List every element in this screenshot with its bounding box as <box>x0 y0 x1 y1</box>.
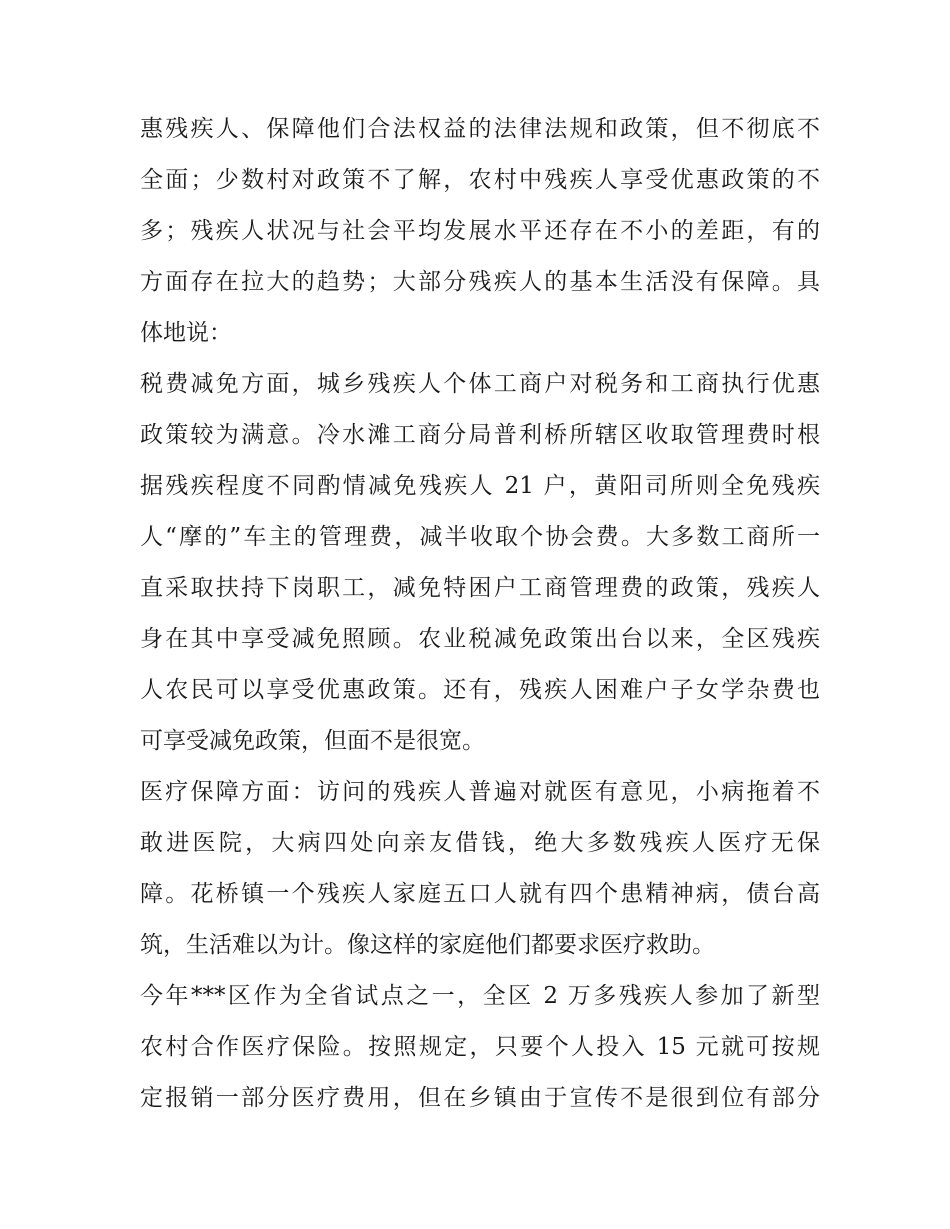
text-line: 医疗保障方面：访问的残疾人普遍对就医有意见，小病拖着不 <box>140 779 820 805</box>
text-line: 今年***区作为全省试点之一，全区 2 万多残疾人参加了新型 <box>140 983 820 1009</box>
text-line: 直采取扶持下岗职工，减免特困户工商管理费的政策，残疾人 <box>140 575 820 601</box>
text-line: 体地说： <box>140 320 232 346</box>
text-line: 敢进医院，大病四处向亲友借钱，绝大多数残疾人医疗无保 <box>140 830 820 856</box>
paragraph-tax-reduction <box>140 359 820 767</box>
paragraph-medical-security <box>140 767 820 971</box>
text-line: 障。花桥镇一个残疾人家庭五口人就有四个患精神病，债台高 <box>140 881 820 907</box>
document-page <box>140 104 820 1124</box>
text-line: 全面；少数村对政策不了解，农村中残疾人享受优惠政策的不 <box>140 167 820 193</box>
text-line: 人“摩的”车主的管理费，减半收取个协会费。大多数工商所一 <box>140 524 820 550</box>
text-line: 税费减免方面，城乡残疾人个体工商户对税务和工商执行优惠 <box>140 371 820 397</box>
text-line: 农村合作医疗保险。按照规定，只要个人投入 15 元就可按规 <box>140 1034 820 1060</box>
text-line: 多；残疾人状况与社会平均发展水平还存在不小的差距，有的 <box>140 218 820 244</box>
paragraph-intro <box>140 104 820 359</box>
text-line: 身在其中享受减免照顾。农业税减免政策出台以来，全区残疾 <box>140 626 820 652</box>
text-line: 可享受减免政策，但面不是很宽。 <box>140 728 485 754</box>
text-line: 惠残疾人、保障他们合法权益的法律法规和政策，但不彻底不 <box>140 116 820 142</box>
text-line: 政策较为满意。冷水滩工商分局普利桥所辖区收取管理费时根 <box>140 422 820 448</box>
text-line: 筑，生活难以为计。像这样的家庭他们都要求医疗救助。 <box>140 932 715 958</box>
paragraph-cooperative-insurance <box>140 971 820 1124</box>
text-line: 定报销一部分医疗费用，但在乡镇由于宣传不是很到位有部分 <box>140 1085 820 1111</box>
text-line: 据残疾程度不同酌情减免残疾人 21 户，黄阳司所则全免残疾 <box>140 473 820 499</box>
text-line: 人农民可以享受优惠政策。还有，残疾人困难户子女学杂费也 <box>140 677 820 703</box>
text-line: 方面存在拉大的趋势；大部分残疾人的基本生活没有保障。具 <box>140 269 820 295</box>
